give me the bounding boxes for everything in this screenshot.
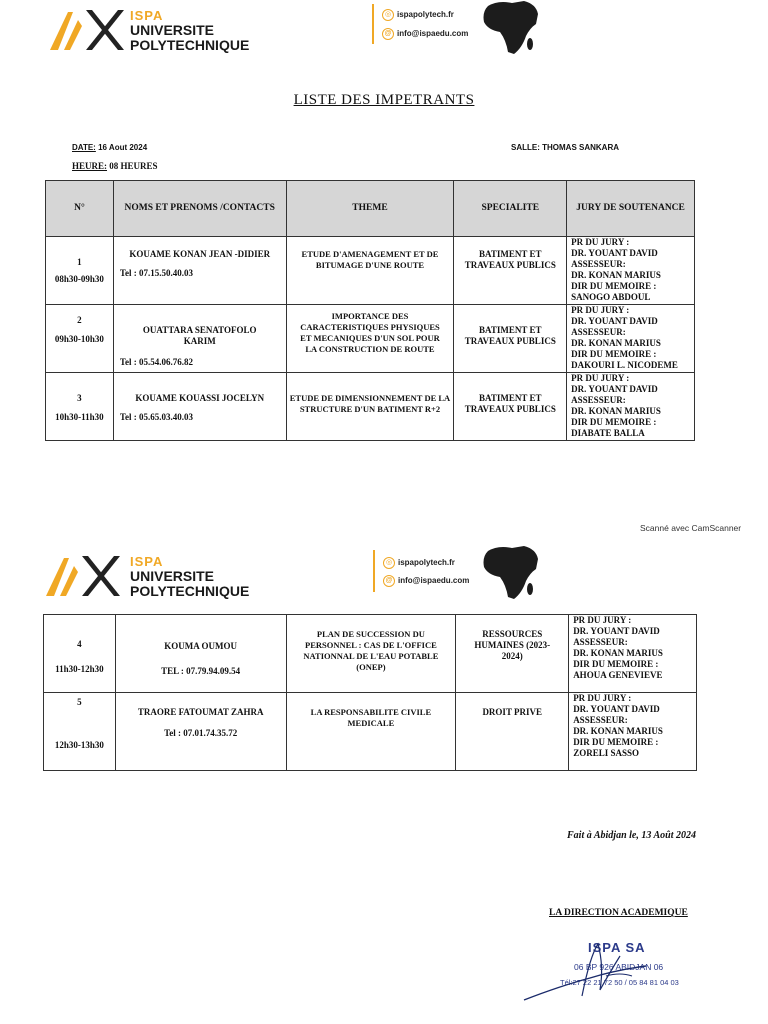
- table-impetrants-2: [43, 614, 697, 771]
- row-name: KOUAME KOUASSI JOCELYN: [135, 393, 265, 403]
- row-theme: ETUDE D'AMENAGEMENT ET DE BITUMAGE D'UNE ROUTE: [301, 249, 439, 270]
- row-theme: IMPORTANCE DES CARACTERISTIQUES PHYSIQUES ET MECANIQUES D'UN SOL POUR LA CONSTRUCTION DE ROUTE: [300, 311, 440, 354]
- at-icon: @: [382, 28, 394, 40]
- heure-label: HEURE:: [72, 161, 108, 171]
- row-jury-cell: [567, 305, 695, 373]
- table-row: [46, 305, 695, 373]
- email: [382, 28, 468, 40]
- row-num-cell: [46, 237, 114, 305]
- row-num-cell: [44, 615, 116, 693]
- jury-assesseur: DR. KONAN MARIUS: [571, 270, 661, 280]
- row-theme-cell: [286, 693, 456, 771]
- row-spec-cell: [456, 693, 569, 771]
- divider: [372, 4, 374, 44]
- row-theme: LA RESPONSABILITE CIVILE MEDICALE: [310, 707, 432, 728]
- header-page1: [0, 0, 768, 60]
- jury-dir: SANOGO ABDOUL: [571, 292, 651, 302]
- jury-assesseur-label: ASSESSEUR:: [573, 637, 628, 647]
- row-num: 5: [77, 697, 82, 707]
- jury-assesseur: DR. KONAN MARIUS: [573, 648, 663, 658]
- jury-dir-label: DIR DU MEMOIRE :: [571, 281, 657, 291]
- divider: [373, 550, 375, 592]
- row-name-cell: [113, 305, 286, 373]
- row-num-cell: [46, 373, 114, 441]
- jury-dir-label: DIR DU MEMOIRE :: [571, 417, 657, 427]
- page-title: LISTE DES IMPETRANTS: [293, 92, 475, 108]
- row-name: KOUMA OUMOU: [164, 641, 238, 651]
- ispa-logo-icon: [46, 6, 126, 52]
- ispa-logo-icon: [42, 552, 122, 598]
- row-jury-cell: [569, 615, 697, 693]
- website: [383, 557, 455, 569]
- row-num-cell: [46, 305, 114, 373]
- row-theme-cell: [286, 615, 456, 693]
- row-num: 1: [77, 257, 82, 267]
- row-spec-cell: [454, 305, 567, 373]
- row-name: TRAORE FATOUMAT ZAHRA: [137, 707, 264, 717]
- jury-dir: DAKOURI L. NICODEME: [571, 360, 678, 370]
- row-time: 10h30-11h30: [55, 412, 104, 422]
- jury-dir: AHOUA GENEVIEVE: [573, 670, 663, 680]
- row-num: 4: [77, 639, 82, 649]
- jury-dir-label: DIR DU MEMOIRE :: [573, 737, 659, 747]
- col-theme: THEME: [286, 181, 454, 237]
- table-row: [44, 615, 697, 693]
- row-spec: BATIMENT ET TRAVEAUX PUBLICS: [464, 249, 556, 270]
- logo-line2: POLYTECHNIQUE: [130, 37, 250, 53]
- jury-pr-label: PR DU JURY :: [571, 373, 630, 383]
- signature-icon: [520, 936, 670, 1006]
- row-spec: BATIMENT ET TRAVEAUX PUBLICS: [464, 393, 556, 414]
- jury-pr-label: PR DU JURY :: [573, 615, 632, 625]
- direction-academique: LA DIRECTION ACADEMIQUE: [549, 908, 688, 918]
- row-theme: ETUDE DE DIMENSIONNEMENT DE LA STRUCTURE D'UN BATIMENT R+2: [289, 393, 451, 414]
- at-icon: @: [383, 575, 395, 587]
- jury-pr-label: PR DU JURY :: [573, 693, 632, 703]
- salle: SALLE: THOMAS SANKARA: [511, 143, 619, 152]
- website: [382, 9, 454, 21]
- jury-assesseur: DR. KONAN MARIUS: [571, 338, 661, 348]
- jury-assesseur-label: ASSESSEUR:: [571, 259, 626, 269]
- row-spec-cell: [456, 615, 569, 693]
- logo-text: [130, 8, 249, 53]
- row-spec: DROIT PRIVE: [482, 707, 543, 717]
- jury-assesseur-label: ASSESSEUR:: [571, 327, 626, 337]
- header-page2: [0, 542, 768, 604]
- jury-assesseur: DR. KONAN MARIUS: [573, 726, 663, 736]
- row-spec: RESSOURCES HUMAINES (2023-2024): [474, 629, 551, 661]
- jury-assesseur-label: ASSESSEUR:: [573, 715, 628, 725]
- row-num: 3: [77, 393, 82, 403]
- logo-line1: UNIVERSITE: [130, 568, 215, 584]
- stamp-name: ISPA SA: [588, 940, 646, 955]
- logo-ispa: ISPA: [130, 8, 164, 23]
- date-value: 16 Aout 2024: [98, 143, 148, 152]
- row-name-cell: [115, 693, 286, 771]
- heure-line: [72, 161, 158, 171]
- row-name: OUATTARA SENATOFOLO KARIM: [142, 325, 257, 346]
- email: [383, 575, 469, 587]
- row-spec: BATIMENT ET TRAVEAUX PUBLICS: [464, 325, 556, 346]
- col-num: N°: [46, 181, 114, 237]
- stamp-bp: 06 BP 926 ABIDJAN 06: [574, 962, 664, 972]
- row-theme-cell: [286, 305, 454, 373]
- row-tel: Tel : 05.65.03.40.03: [119, 412, 194, 422]
- row-tel: TEL : 07.79.94.09.54: [161, 666, 241, 676]
- heure-value: 08 HEURES: [109, 161, 158, 171]
- logo-line1: UNIVERSITE: [130, 22, 215, 38]
- row-theme-cell: [286, 373, 454, 441]
- row-time: 11h30-12h30: [55, 664, 104, 674]
- jury-pr-label: PR DU JURY :: [571, 237, 630, 247]
- row-name-cell: [113, 237, 286, 305]
- col-jury: JURY DE SOUTENANCE: [567, 181, 695, 237]
- jury-dir-label: DIR DU MEMOIRE :: [573, 659, 659, 669]
- table-row: [44, 693, 697, 771]
- row-time: 12h30-13h30: [54, 740, 104, 750]
- row-tel: Tel : 07.01.74.35.72: [164, 728, 238, 738]
- row-name: KOUAME KONAN JEAN -DIDIER: [129, 249, 271, 259]
- row-time: 08h30-09h30: [54, 274, 104, 284]
- table-header-row: [46, 181, 695, 237]
- logo-text: [130, 554, 249, 599]
- jury-dir: ZORELI SASSO: [573, 748, 639, 758]
- row-tel: Tel : 05.54.06.76.82: [119, 357, 194, 367]
- row-theme: PLAN DE SUCCESSION DU PERSONNEL : CAS DE L'OFFICE NATIONNAL DE L'EAU POTABLE (ONEP): [303, 629, 439, 672]
- website-icon: ◎: [383, 557, 395, 569]
- row-spec-cell: [454, 373, 567, 441]
- table-row: [46, 237, 695, 305]
- jury-pr: DR. YOUANT DAVID: [573, 704, 660, 714]
- date-label: DATE:: [72, 143, 96, 152]
- row-spec-cell: [454, 237, 567, 305]
- row-jury-cell: [569, 693, 697, 771]
- table-impetrants-1: [45, 180, 695, 441]
- jury-pr: DR. YOUANT DAVID: [573, 626, 660, 636]
- row-jury-cell: [567, 237, 695, 305]
- jury-pr: DR. YOUANT DAVID: [571, 384, 658, 394]
- jury-assesseur-label: ASSESSEUR:: [571, 395, 626, 405]
- africa-map-icon: [478, 542, 540, 604]
- row-num-cell: [44, 693, 116, 771]
- jury-pr: DR. YOUANT DAVID: [571, 316, 658, 326]
- website-text: ispapolytech.fr: [398, 558, 455, 568]
- jury-pr: DR. YOUANT DAVID: [571, 248, 658, 258]
- date-line: [72, 143, 147, 152]
- row-theme-cell: [286, 237, 454, 305]
- stamp-tel: Tél:27 22 21 72 50 / 05 84 81 04 03: [560, 978, 679, 987]
- website-icon: ◎: [382, 9, 394, 21]
- logo-line2: POLYTECHNIQUE: [130, 583, 250, 599]
- website-text: ispapolytech.fr: [397, 10, 454, 20]
- row-num: 2: [77, 315, 82, 325]
- table-row: [46, 373, 695, 441]
- row-name-cell: [113, 373, 286, 441]
- email-text: info@ispaedu.com: [398, 576, 470, 586]
- jury-assesseur: DR. KONAN MARIUS: [571, 406, 661, 416]
- africa-map-icon: [478, 0, 540, 56]
- email-text: info@ispaedu.com: [397, 29, 469, 39]
- row-time: 09h30-10h30: [54, 334, 104, 344]
- logo-ispa: ISPA: [130, 554, 164, 569]
- jury-pr-label: PR DU JURY :: [571, 305, 630, 315]
- fait-a-abidjan: Fait à Abidjan le, 13 Août 2024: [567, 830, 696, 841]
- row-name-cell: [115, 615, 286, 693]
- jury-dir: DIABATE BALLA: [571, 428, 645, 438]
- row-jury-cell: [567, 373, 695, 441]
- col-names: NOMS ET PRENOMS /CONTACTS: [113, 181, 286, 237]
- camscanner-label: Scanné avec CamScanner: [640, 523, 742, 533]
- row-tel: Tel : 07.15.50.40.03: [119, 268, 194, 278]
- col-spec: SPECIALITE: [454, 181, 567, 237]
- jury-dir-label: DIR DU MEMOIRE :: [571, 349, 657, 359]
